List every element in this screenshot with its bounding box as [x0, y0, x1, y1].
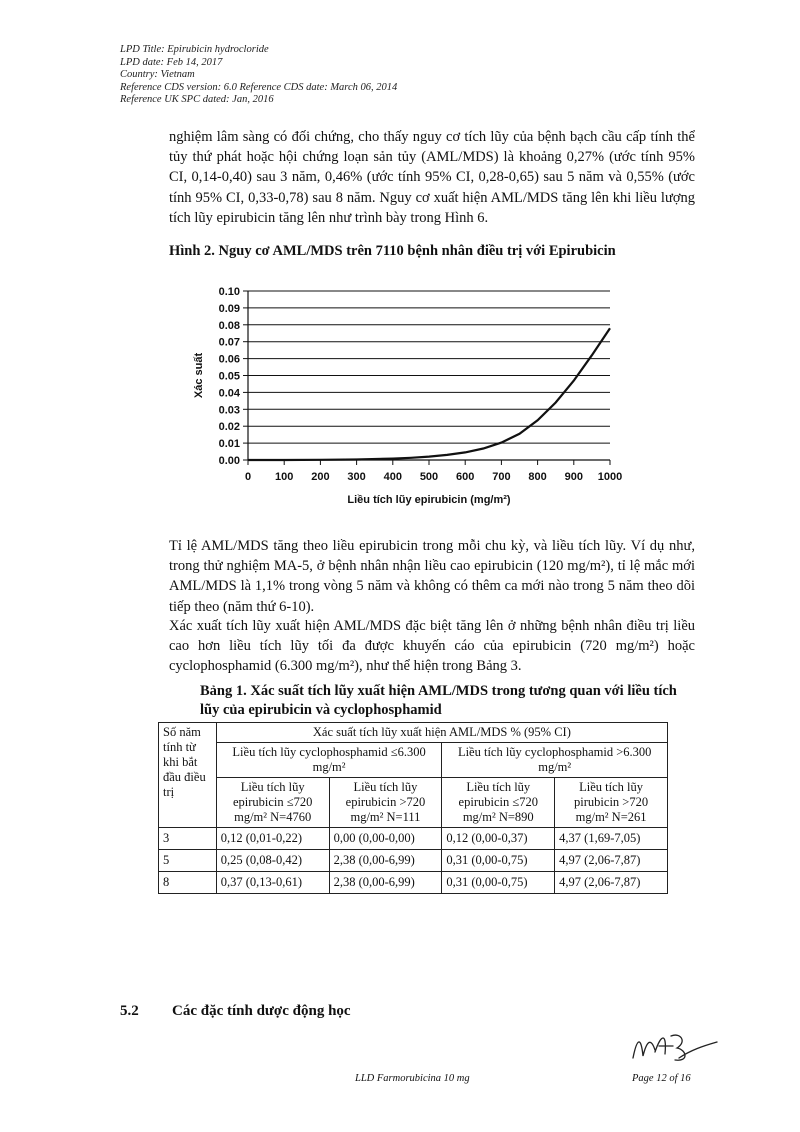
x-tick-label: 300 [347, 471, 366, 483]
lpd-date: LPD date: Feb 14, 2017 [120, 56, 223, 68]
section-number: 5.2 [120, 1003, 139, 1019]
table-cell: 5 [159, 850, 217, 872]
section-heading [120, 1003, 351, 1020]
figure-caption: Hình 2. Nguy cơ AML/MDS trên 7110 bệnh nhân điều trị với Epirubicin [169, 243, 616, 259]
table-cell: 0,00 (0,00-0,00) [329, 828, 442, 850]
table-row [159, 828, 668, 850]
y-tick-label: 0.01 [218, 438, 240, 451]
y-tick-label: 0.02 [218, 421, 240, 434]
x-tick-label: 0 [244, 471, 252, 483]
footer-product: LLD Farmorubicina 10 mg [355, 1073, 470, 1084]
table-cell: 4,97 (2,06-7,87) [555, 850, 668, 872]
table-cell: 0,12 (0,01-0,22) [216, 828, 329, 850]
chart-grid [248, 291, 610, 460]
table-cell: 2,38 (0,00-6,99) [329, 872, 442, 894]
lpd-title: LPD Title: Epirubicin hydrocloride [120, 44, 269, 55]
table-row [159, 872, 668, 894]
table-cell: 0,37 (0,13-0,61) [216, 872, 329, 894]
y-tick-label: 0.08 [218, 319, 240, 332]
y-tick-label: 0.09 [218, 302, 240, 315]
paragraph-cumulative-risk: nghiệm lâm sàng có đối chứng, cho thấy nguy cơ tích lũy của bệnh bạch cầu cấp tính thể tủy thứ phát hoặc hội chứng loạn sản tủy (AML/MDS) là khoảng 0,27% (ước tính 95% CI, 0,14-0,40) sau 3 năm, 0,46% (ước tính 95% CI, 0,28-0,65) sau 5 năm và 0,55% (ước tính 95% CI, 0,33-0,78) sau 8 năm. Nguy cơ xuất hiện AML/MDS tăng lên khi liều lượng tích lũy epirubicin tăng lên như trình bày trong Hình 6. [169, 129, 695, 226]
y-tick-label: 0.04 [218, 387, 240, 400]
years-header: Số năm tính từ khi bắt đầu điều trị [159, 723, 217, 828]
x-axis-label: Liều tích lũy epirubicin (mg/m²) [347, 494, 511, 506]
paragraph-dose-effect: Tỉ lệ AML/MDS tăng theo liều epirubicin trong mỗi chu kỳ, và liều tích lũy. Ví dụ như, trong thử nghiệm MA-5, ở bệnh nhân nhận liều cao epirubicin (120 mg/m²), tỉ lệ mắc mới AML/MDS là 1,1% trong vòng 5 năm và không có thêm ca mới nào trong 5 năm theo dõi tiếp theo (năm thứ 6-10). [169, 538, 695, 615]
paragraph-high-dose: Xác xuất tích lũy xuất hiện AML/MDS đặc biệt tăng lên ở những bệnh nhân điều trị liều cao hơn liều tích lũy tối đa được khuyến cáo của epirubicin (720 mg/m²) hoặc cyclophosphamid (6.300 mg/m²), như thể hiện trong Bảng 3. [169, 618, 695, 675]
table-cell: 3 [159, 828, 217, 850]
table-row [159, 850, 668, 872]
table-cell: 2,38 (0,00-6,99) [329, 850, 442, 872]
subheader-epi-high-2: Liều tích lũy pirubicin >720 mg/m² N=261 [555, 778, 668, 828]
chart-axes [243, 291, 610, 465]
x-tick-label: 900 [564, 471, 583, 483]
x-tick-label: 700 [492, 471, 511, 483]
table-cell: 4,97 (2,06-7,87) [555, 872, 668, 894]
main-header: Xác suất tích lũy xuất hiện AML/MDS % (95% CI) [216, 723, 667, 743]
x-tick-label: 1000 [597, 471, 623, 483]
y-axis-label: Xác suất [193, 352, 205, 399]
signature-mark [625, 1028, 725, 1073]
x-tick-labels [245, 471, 622, 483]
risk-chart [180, 276, 640, 511]
table-cell: 0,12 (0,00-0,37) [442, 828, 555, 850]
y-tick-label: 0.00 [218, 455, 240, 467]
subheader-epi-high-1: Liều tích lũy epirubicin >720 mg/m² N=111 [329, 778, 442, 828]
x-tick-label: 800 [528, 471, 547, 483]
table-cell: 8 [159, 872, 217, 894]
x-tick-label: 200 [311, 471, 330, 483]
risk-chart-svg [180, 276, 640, 511]
country: Country: Vietnam [120, 69, 195, 81]
group-header-cyclo-low: Liều tích lũy cyclophosphamid ≤6.300 mg/m² [216, 743, 442, 778]
section-title: Các đặc tính dược động học [172, 1003, 351, 1019]
aml-mds-probability-table [158, 722, 668, 894]
y-tick-label: 0.05 [218, 370, 240, 383]
table-caption: Bảng 1. Xác suất tích lũy xuất hiện AML/MDS trong tương quan với liều tích lũy của epirubicin và cyclophosphamid [200, 683, 677, 718]
y-tick-label: 0.07 [218, 336, 240, 349]
document-header [120, 44, 397, 107]
footer-page-number: Page 12 of 16 [632, 1073, 691, 1084]
table-cell: 4,37 (1,69-7,05) [555, 828, 668, 850]
reference-cds: Reference CDS version: 6.0 Reference CDS date: March 06, 2014 [120, 81, 398, 93]
x-tick-label: 100 [275, 471, 294, 483]
reference-ukspc: Reference UK SPC dated: Jan, 2016 [120, 94, 274, 106]
y-tick-label: 0.03 [218, 404, 240, 417]
x-tick-label: 400 [383, 471, 402, 483]
risk-curve-line [248, 328, 610, 460]
y-tick-labels [219, 286, 241, 467]
table-cell: 0,31 (0,00-0,75) [442, 872, 555, 894]
x-tick-label: 500 [419, 471, 439, 483]
y-tick-label: 0.10 [218, 286, 240, 298]
table-cell: 0,31 (0,00-0,75) [442, 850, 555, 872]
y-tick-label: 0.06 [218, 353, 240, 366]
subheader-epi-low-2: Liều tích lũy epirubicin ≤720 mg/m² N=890 [442, 778, 555, 828]
subheader-epi-low-1: Liều tích lũy epirubicin ≤720 mg/m² N=4760 [216, 778, 329, 828]
table-cell: 0,25 (0,08-0,42) [216, 850, 329, 872]
group-header-cyclo-high: Liều tích lũy cyclophosphamid >6.300 mg/m² [442, 743, 668, 778]
x-tick-label: 600 [456, 471, 475, 483]
